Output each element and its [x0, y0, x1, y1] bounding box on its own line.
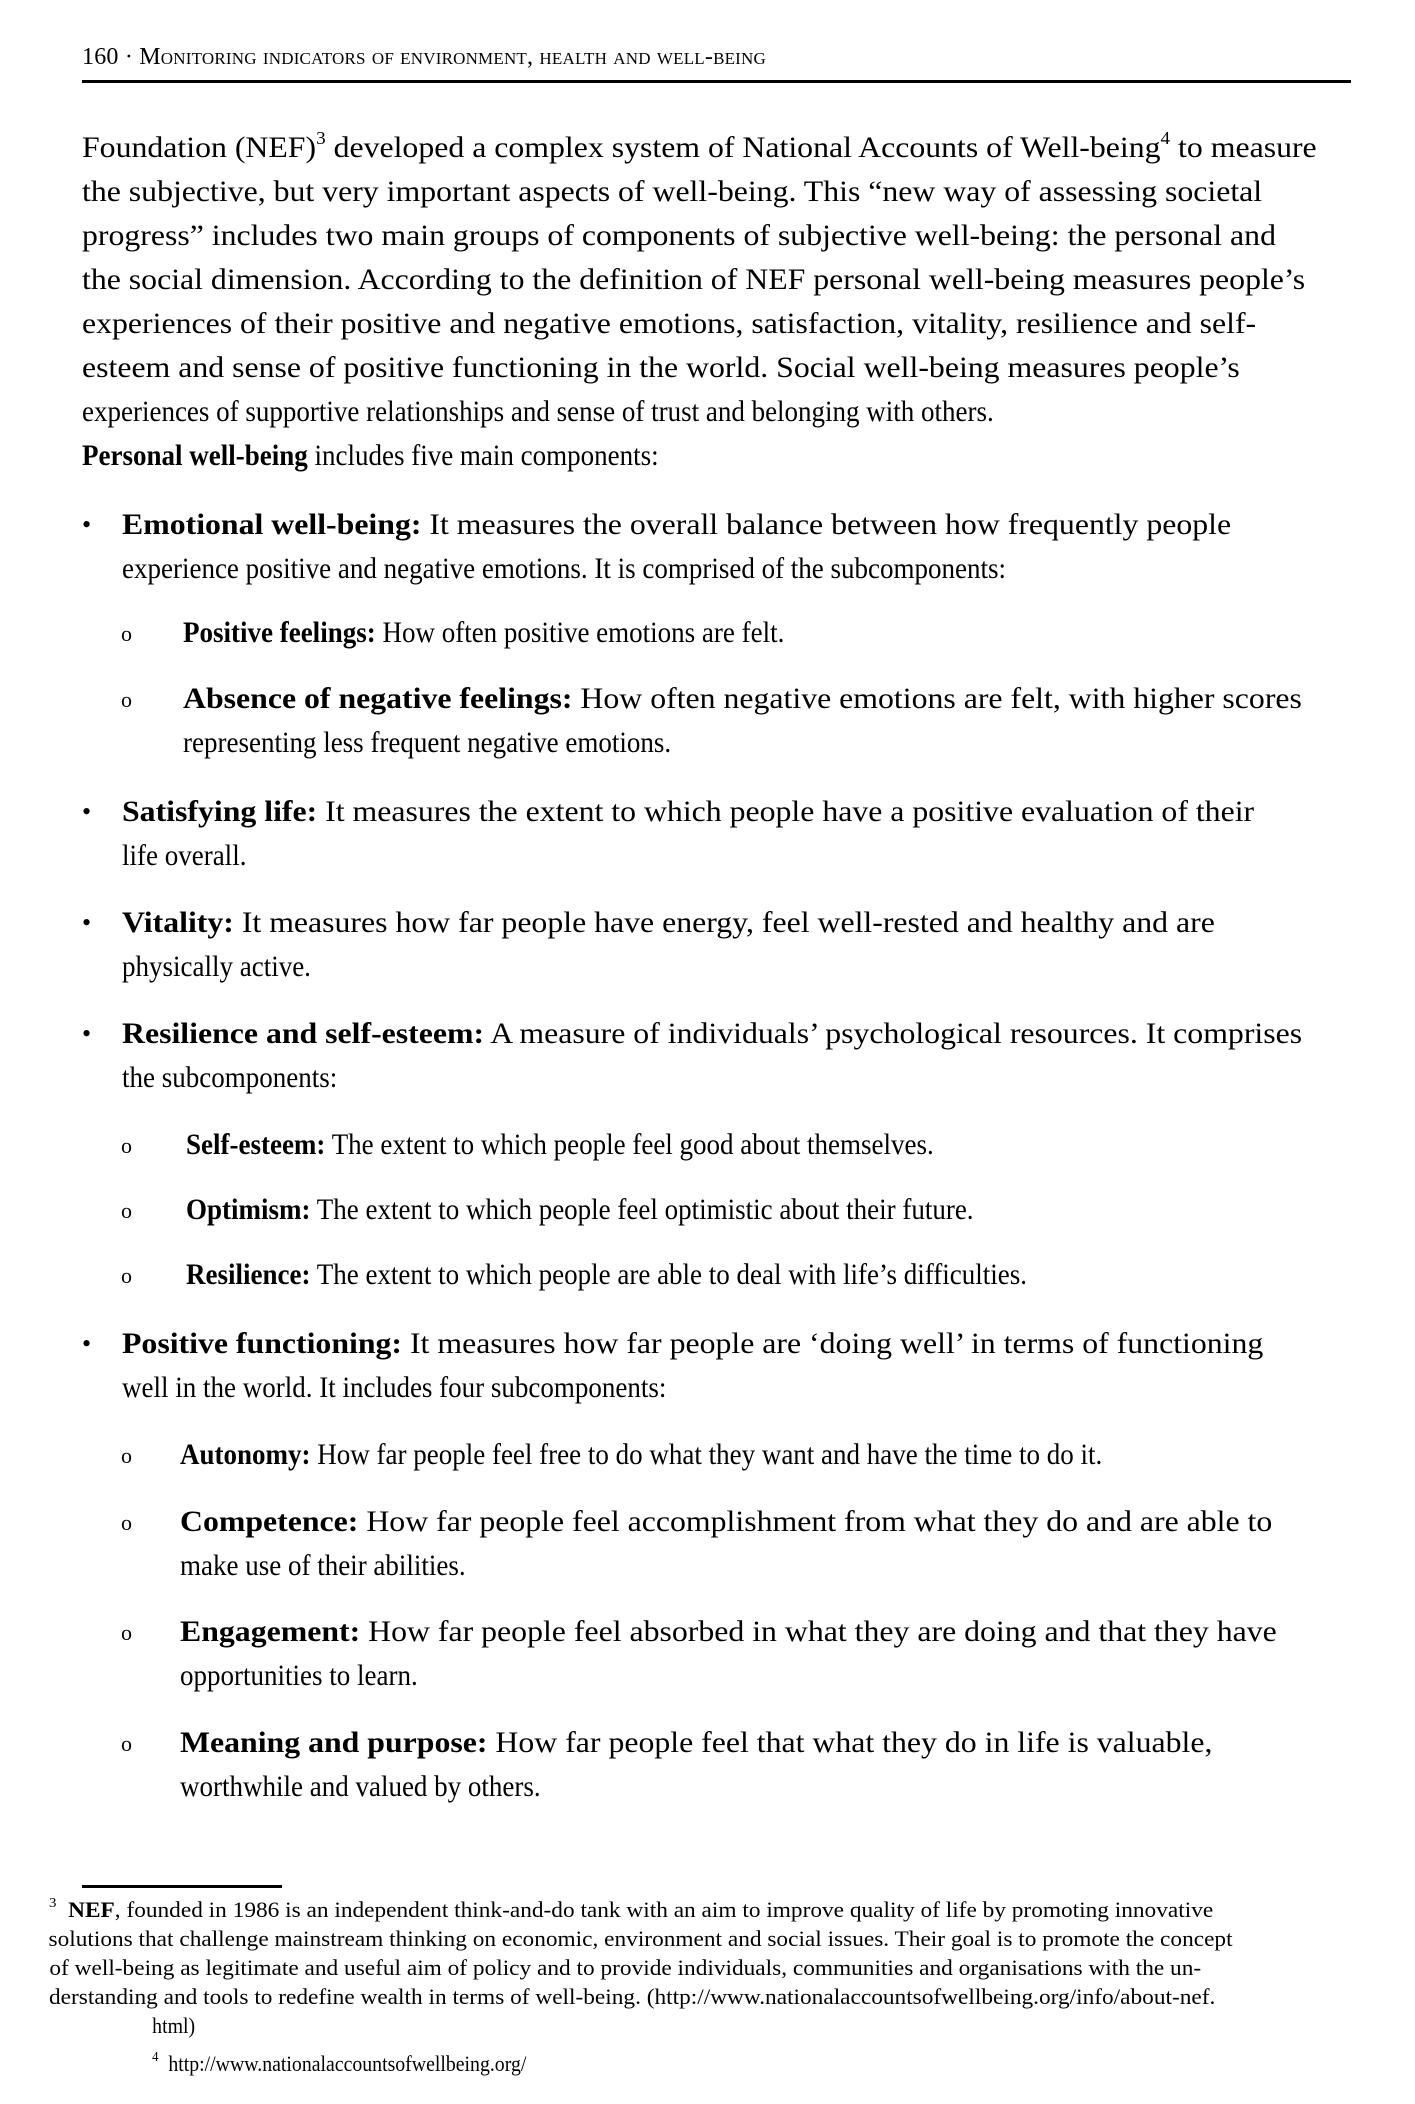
item-text: It measures how far people are ‘doing well’ in terms of functioning: [402, 1327, 1264, 1360]
sub-item-line: make use of their abilities.: [180, 1549, 466, 1582]
sub-item-line: [180, 1725, 1212, 1761]
sub-item-text: The extent to which people are able to deal with life’s difficulties.: [310, 1258, 1027, 1291]
sub-bullet-icon: o: [121, 621, 132, 646]
sub-item-text: How far people feel that what they do in life is valuable,: [487, 1726, 1213, 1759]
sub-item-term: Engagement:: [180, 1615, 361, 1648]
sub-item-line: [186, 1127, 1345, 1163]
footnote-ref-3[interactable]: 3: [316, 130, 326, 148]
header-rule: [82, 80, 1351, 83]
sub-bullet-icon: o: [121, 1133, 132, 1158]
bullet-icon: •: [82, 510, 92, 539]
sub-item-term: Optimism:: [186, 1193, 311, 1226]
item-line: life overall.: [122, 839, 247, 872]
sub-item-term: Absence of negative feelings:: [183, 682, 573, 715]
sub-item-line: [183, 681, 1302, 717]
paragraph-line: progress” includes two main groups of components of subjective well-being: the personal and: [82, 219, 1276, 252]
item-text: A measure of individuals’ psychological resources. It comprises: [484, 1017, 1302, 1050]
sub-item-line: representing less frequent negative emotions.: [183, 726, 672, 759]
footnote-marker: 4: [152, 2049, 159, 2065]
sub-item-term: Resilience:: [186, 1258, 311, 1291]
footnote-link[interactable]: http://www.nationalaccountsofwellbeing.org/: [168, 2051, 527, 2076]
sub-item-line: worthwhile and valued by others.: [180, 1770, 541, 1803]
paragraph-line: the social dimension. According to the definition of NEF personal well-being measures people’s: [82, 263, 1306, 296]
sub-bullet-icon: o: [121, 1510, 132, 1535]
sub-item-line: [180, 1614, 1277, 1650]
sub-item-text: The extent to which people feel good about themselves.: [325, 1128, 934, 1161]
item-text: It measures the extent to which people have a positive evaluation of their: [317, 795, 1255, 828]
bullet-icon: •: [82, 908, 92, 937]
sub-item-line: [180, 1504, 1272, 1540]
text-run: developed a complex system of National Accounts of Well-being: [325, 131, 1161, 164]
sub-item-term: Competence:: [180, 1505, 359, 1538]
paragraph-line: experiences of supportive relationships and sense of trust and belonging with others.: [82, 395, 994, 428]
sub-item-text: The extent to which people feel optimistic about their future.: [310, 1193, 974, 1226]
item-line: experience positive and negative emotions. It is comprised of the subcomponents:: [122, 552, 1007, 585]
footnote-rule: [82, 1885, 282, 1888]
paragraph-line: the subjective, but very important aspects of well-being. This “new way of assessing societal: [82, 175, 1262, 208]
paragraph-line: [82, 130, 1317, 166]
item-line: the subcomponents:: [122, 1061, 338, 1094]
footnote-line: of well-being as legitimate and useful aim of policy and to provide individuals, communities and organisations with the un-: [49, 1955, 1202, 1980]
paragraph-line: esteem and sense of positive functioning in the world. Social well-being measures people’s: [82, 351, 1240, 384]
lead-line: [82, 438, 1345, 474]
running-header: [82, 44, 766, 71]
sub-item-text: How far people feel free to do what they want and have the time to do it.: [310, 1438, 1103, 1471]
item-term: Resilience and self-esteem:: [122, 1017, 485, 1050]
running-title: Monitoring indicators of environment, health and well-being: [139, 44, 767, 70]
item-line: [122, 1326, 1264, 1362]
sub-bullet-icon: o: [121, 1620, 132, 1645]
footnote-text: , founded in 1986 is an independent think-and-do tank with an aim to improve quality of life by promoting innovative: [114, 1897, 1213, 1922]
item-term: Positive functioning:: [122, 1327, 403, 1360]
item-line: [122, 507, 1231, 543]
sub-item-line: [186, 1192, 1345, 1228]
text-run: to measure: [1170, 131, 1317, 164]
bullet-icon: •: [82, 797, 92, 826]
item-line: [122, 905, 1215, 941]
bullet-icon: •: [82, 1019, 92, 1048]
sub-item-term: Positive feelings:: [183, 616, 376, 649]
item-line: physically active.: [122, 950, 311, 983]
footnote-line: [49, 1896, 1213, 1924]
sub-item-text: How far people feel accomplishment from what they do and are able to: [358, 1505, 1272, 1538]
footnote-line: html): [152, 2013, 196, 2038]
header-separator: ·: [124, 44, 134, 70]
sub-bullet-icon: o: [121, 1198, 132, 1223]
item-term: Satisfying life:: [122, 795, 318, 828]
page-number: 160: [82, 44, 119, 70]
item-line: [122, 1016, 1302, 1052]
footnote-line: [152, 2050, 1415, 2078]
sub-item-term: Autonomy:: [180, 1438, 311, 1471]
sub-item-term: Self-esteem:: [186, 1128, 326, 1161]
footnote-ref-4[interactable]: 4: [1160, 130, 1171, 148]
sub-bullet-icon: o: [121, 687, 132, 712]
item-line: well in the world. It includes four subcomponents:: [122, 1371, 667, 1404]
sub-bullet-icon: o: [121, 1731, 132, 1756]
paragraph-line: experiences of their positive and negative emotions, satisfaction, vitality, resilience and self-: [82, 307, 1257, 340]
item-text: It measures the overall balance between how frequently people: [421, 508, 1231, 541]
sub-bullet-icon: o: [121, 1263, 132, 1288]
footnote-marker: 3: [49, 1896, 57, 1911]
sub-item-line: [180, 1437, 1345, 1473]
footnote-line: derstanding and tools to redefine wealth in terms of well-being. (http://www.nationalaccountsofwellbeing.org/info/about-nef.: [49, 1984, 1216, 2009]
footnote-term: NEF: [68, 1897, 115, 1922]
sub-item-term: Meaning and purpose:: [180, 1726, 488, 1759]
item-term: Vitality:: [122, 906, 234, 939]
item-text: It measures how far people have energy, feel well-rested and healthy and are: [233, 906, 1215, 939]
footnote-line: solutions that challenge mainstream thinking on economic, environment and social issues. Their goal is to promote the concept: [48, 1926, 1233, 1951]
lead-term: Personal well-being: [82, 439, 308, 472]
sub-item-line: [183, 615, 1345, 651]
sub-item-line: opportunities to learn.: [180, 1659, 418, 1692]
sub-item-text: How often positive emotions are felt.: [375, 616, 785, 649]
lead-rest: includes five main components:: [307, 439, 659, 472]
sub-item-line: [186, 1257, 1345, 1293]
item-line: [122, 794, 1254, 830]
sub-bullet-icon: o: [121, 1443, 132, 1468]
item-term: Emotional well-being:: [122, 508, 422, 541]
bullet-icon: •: [82, 1329, 92, 1358]
sub-item-text: How far people feel absorbed in what they are doing and that they have: [360, 1615, 1277, 1648]
sub-item-text: How often negative emotions are felt, with higher scores: [572, 682, 1302, 715]
text-run: Foundation (NEF): [82, 131, 317, 164]
